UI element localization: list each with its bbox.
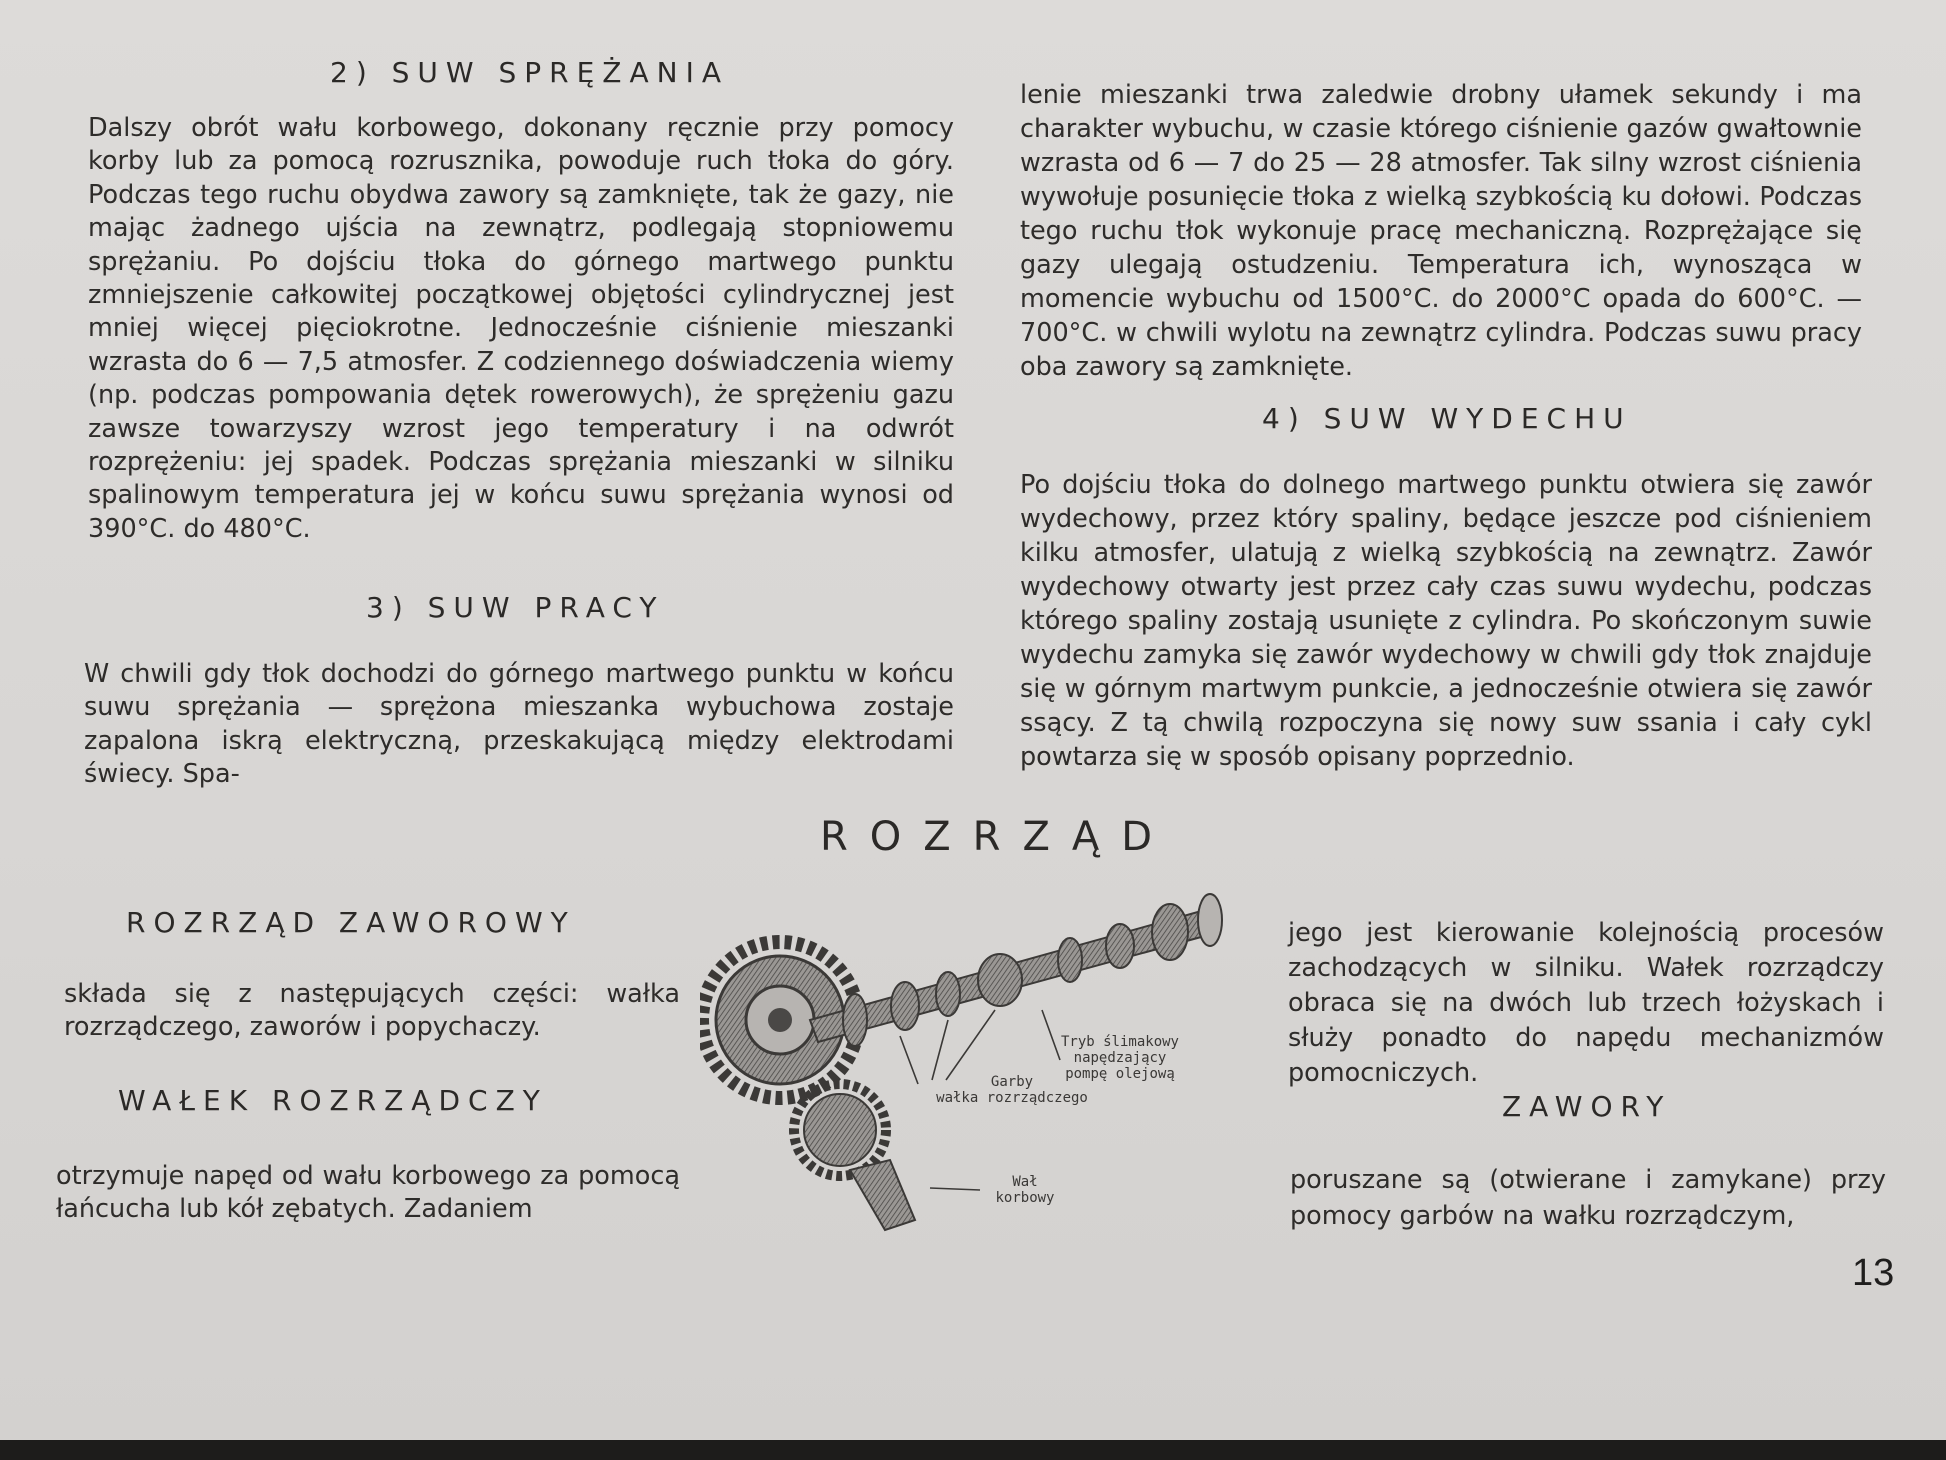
heading-compression-stroke: 2) SUW SPRĘŻANIA <box>330 56 729 89</box>
text-camshaft-continued: jego jest kierowanie kolejnością procesów zachodzących w silniku. Wałek rozrządczy obraca się na dwóch lub trzech łożyskach i służy ponadto do napędu mechanizmów pomocniczych. <box>1288 918 1884 1088</box>
heading-exhaust-stroke: 4) SUW WYDECHU <box>1262 402 1632 435</box>
text-power-stroke-continued: lenie mieszanki trwa zaledwie drobny ułamek sekundy i ma charakter wybuchu, w czasie którego ciśnienie gazów gwałtownie wzrasta od 6 — 7 do 25 — 28 atmosfer. Tak silny wzrost ciśnienia wywołuje posunięcie tłoka z wielką szybkością ku dołowi. Podczas tego ruchu tłok wykonuje pracę mechaniczną. Rozprężające się gazy ulegają ostudzeniu. Temperatura ich, wynosząca w momencie wybuchu od 1500°C. do 2000°C opada do 600°C. — 700°C. w chwili wylotu na zewnątrz cylindra. Podczas suwu pracy oba zawory są zamknięte. <box>1020 80 1862 382</box>
text-valve-timing: składa się z następujących części: wałka rozrządczego, zaworów i popychaczy. <box>64 979 680 1043</box>
label-crankshaft <box>990 1174 1060 1206</box>
label-cams-line2: wałka rozrządczego <box>936 1090 1088 1106</box>
text-compression-stroke: Dalszy obrót wału korbowego, dokonany ręcznie przy pomocy korby lub za pomocą rozrusznika, powoduje ruch tłoka do góry. Podczas tego ruchu obydwa zawory są zamknięte, tak że gazy, nie mając żadnego ujścia na zewnątrz, podlegają stopniowemu sprężaniu. Po dojściu tłoka do górnego martwego punktu zmniejszenie całkowitej początkowej objętości cylindrycznej jest mniej więcej pięciokrotne. Jednocześnie ciśnienie mieszanki wzrasta do 6 — 7,5 atmosfer. Z codziennego doświadczenia wiemy (np. podczas pompowania dętek rowerowych), że sprężeniu gazu zawsze towarzyszy wzrost jego temperatury i na odwrót rozprężeniu: jej spadek. Podczas sprężania mieszanki w silniku spalinowym temperatura jej w końcu suwu sprężania wynosi od 390°C. do 480°C. <box>88 113 954 544</box>
label-crankshaft-line1: Wał <box>1012 1174 1038 1190</box>
text-power-stroke: W chwili gdy tłok dochodzi do górnego martwego punktu w końcu suwu sprężania — sprężona mieszanka wybuchowa zostaje zapalona iskrą elektryczną, przeskakującą między elektrodami świecy. Spa- <box>84 659 954 790</box>
heading-valve-timing: ROZRZĄD ZAWOROWY <box>126 906 576 939</box>
page-number: 13 <box>1852 1252 1895 1294</box>
heading-valves: ZAWORY <box>1502 1090 1672 1123</box>
camshaft-illustration <box>700 870 1260 1250</box>
label-worm-gear-line2: napędzający <box>1073 1050 1167 1066</box>
page-bottom-edge <box>0 1440 1946 1460</box>
label-cams <box>932 1074 1092 1106</box>
label-worm-gear-line3: pompę olejową <box>1065 1066 1175 1082</box>
crankshaft-fragment <box>794 1084 915 1230</box>
label-crankshaft-line2: korbowy <box>995 1190 1055 1206</box>
label-worm-gear-line1: Tryb ślimakowy <box>1060 1034 1179 1050</box>
section-title: ROZRZĄD <box>820 814 1175 860</box>
text-exhaust-stroke: Po dojściu tłoka do dolnego martwego punktu otwiera się zawór wydechowy, przez który spaliny, będące jeszcze pod ciśnieniem kilku atmosfer, ulatują z wielką szybkością na zewnątrz. Zawór wydechowy otwarty jest przez cały czas suwu wydechu, podczas którego spaliny zostają usunięte z cylindra. Po skończonym suwie wydechu zamyka się zawór wydechowy w chwili gdy tłok znajduje się w górnym martwym punkcie, a jednocześnie otwiera się zawór ssący. Z tą chwilą rozpoczyna się nowy suw ssania i cały cykl powtarza się w sposób opisany poprzednio. <box>1020 470 1872 772</box>
heading-camshaft: WAŁEK ROZRZĄDCZY <box>118 1084 548 1117</box>
label-cams-line1: Garby <box>990 1074 1034 1090</box>
camshaft-body <box>810 894 1222 1046</box>
heading-power-stroke: 3) SUW PRACY <box>366 591 665 624</box>
text-valves: poruszane są (otwierane i zamykane) przy pomocy garbów na wałku rozrządczym, <box>1290 1165 1886 1231</box>
text-camshaft: otrzymuje napęd od wału korbowego za pomocą łańcucha lub kół zębatych. Zadaniem <box>56 1161 680 1225</box>
